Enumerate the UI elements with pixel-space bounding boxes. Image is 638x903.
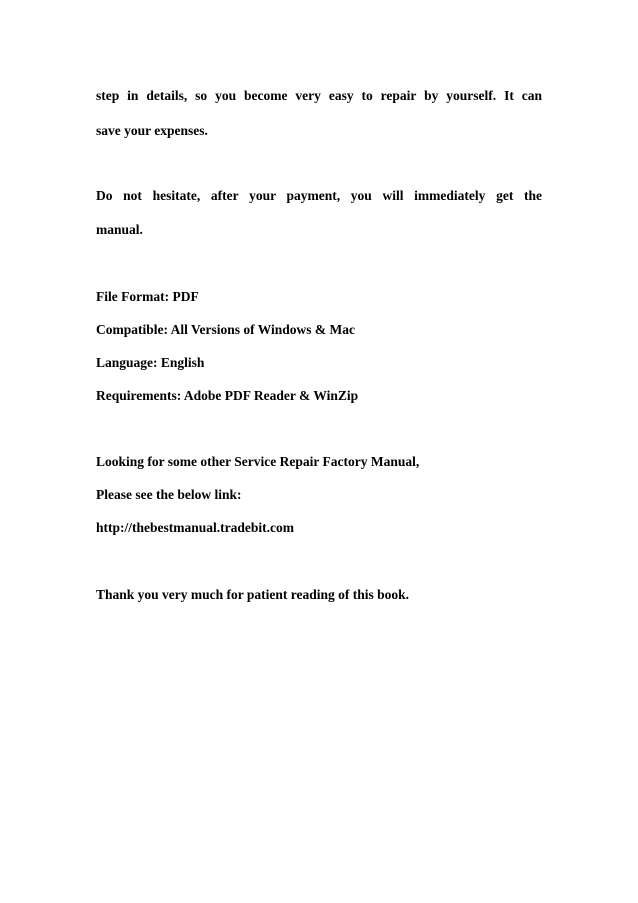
see-link-line: Please see the below link:: [96, 487, 242, 502]
thanks-line: Thank you very much for patient reading of this book.: [96, 587, 410, 602]
language-line: Language: English: [96, 355, 205, 370]
manual-link[interactable]: http://thebestmanual.tradebit.com: [96, 520, 294, 535]
requirements-line: Requirements: Adobe PDF Reader & WinZip: [96, 388, 359, 403]
compatible-line: Compatible: All Versions of Windows & Mac: [96, 322, 356, 337]
paragraph-1-line-1: step in details, so you become very easy to repair by yourself. It can: [96, 88, 542, 103]
file-format-line: File Format: PDF: [96, 289, 199, 304]
paragraph-2-line-2: manual.: [96, 222, 143, 237]
paragraph-1-line-2: save your expenses.: [96, 123, 208, 138]
paragraph-2-line-1: Do not hesitate, after your payment, you will immediately get the: [96, 188, 542, 203]
looking-line: Looking for some other Service Repair Factory Manual,: [96, 454, 420, 469]
